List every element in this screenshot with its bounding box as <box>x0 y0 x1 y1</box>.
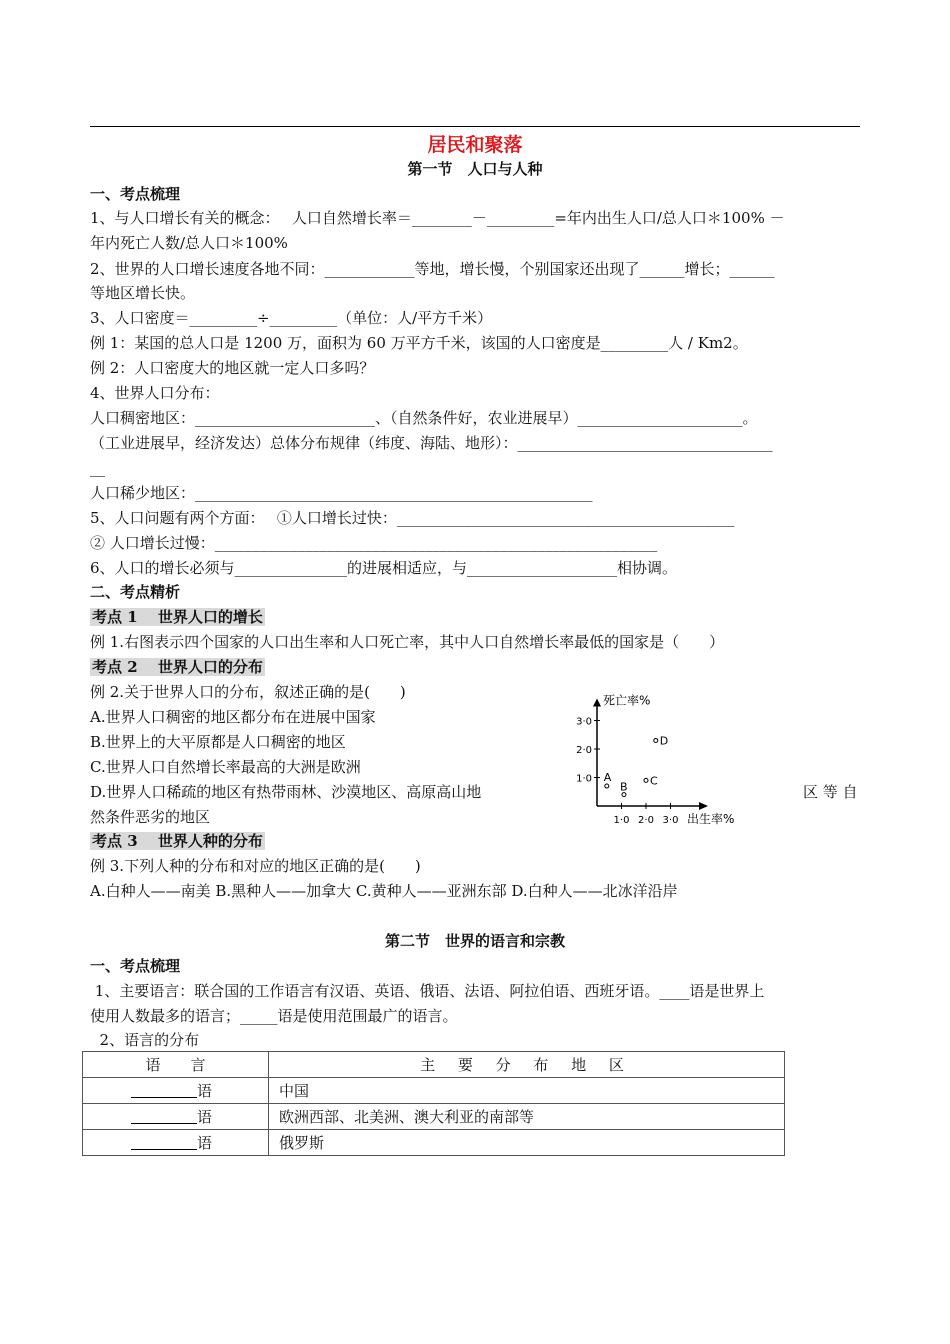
s1-line-10: （工业进展早，经济发达）总体分布规律（纬度、海陆、地形）：__________________________________ <box>90 434 773 452</box>
example-2-option-d-end: 然条件恶劣的地区 <box>90 808 211 826</box>
language-cell <box>83 1078 269 1104</box>
s1-line-9: 人口稠密地区：________________________、（自然条件好，农业进展早）______________________。 <box>90 409 758 427</box>
example-2-option-d-cont: 区 等 自 <box>803 783 858 801</box>
x-axis-arrow <box>699 802 708 810</box>
data-point-label-b: B <box>619 780 628 794</box>
example-1: 例 1.右图表示四个国家的人口出生率和人口死亡率，其中人口自然增长率最低的国家是（ ） <box>90 633 725 651</box>
region-cell: 中国 <box>269 1078 785 1104</box>
section1-title: 第一节 人口与人种 <box>407 160 543 178</box>
y-tick-label: 2·0 <box>576 745 592 756</box>
example-2-option-c: C.世界人口自然增长率最高的大洲是欧洲 <box>90 758 361 776</box>
y-axis-label: 死亡率% <box>603 693 651 708</box>
table-row <box>83 1104 785 1130</box>
data-point-label-a: A <box>603 771 612 785</box>
example-3-options: A.白种人——南美 B.黑种人——加拿大 C.黄种人——亚洲东部 D.白种人——北冰洋沿岸 <box>90 882 678 900</box>
kaodian-1-wrap <box>90 605 265 629</box>
s1-line-14: ② 人口增长过慢：___________________________________________________________ <box>90 534 658 552</box>
s2-line-1: 1、主要语言：联合国的工作语言有汉语、英语、俄语、法语、阿拉伯语、西班牙语。____语是世界上 <box>90 982 765 1000</box>
region-cell: 俄罗斯 <box>269 1130 785 1156</box>
kaodian-2-wrap <box>90 655 265 679</box>
s1-line-8: 4、世界人口分布： <box>90 384 220 402</box>
s1-line-7: 例 2：人口密度大的地区就一定人口多吗？ <box>90 359 375 377</box>
s1-line-3: 2、世界的人口增长速度各地不同：____________等地，增长慢，个别国家还出现了______增长；______ <box>90 260 775 278</box>
header-region: 主 要 分 布 地 区 <box>269 1052 785 1078</box>
kaodian-1-label: 考点 1 世界人口的增长 <box>92 608 263 626</box>
s1-line-6: 例 1：某国的总人口是 1200 万，面积为 60 万平方千米，该国的人口密度是_________人 / Km2。 <box>90 334 748 352</box>
header-rule <box>90 126 860 127</box>
section1-heading-analysis: 二、考点精析 <box>90 583 181 601</box>
example-2-question: 例 2.关于世界人口的分布，叙述正确的是( ) <box>90 683 406 701</box>
language-suffix: 语 <box>197 1107 213 1126</box>
table-row <box>83 1078 785 1104</box>
x-tick-label: 2·0 <box>638 815 654 826</box>
data-point-c <box>644 778 648 782</box>
s1-line-5: 3、人口密度＝_________÷_________（单位：人/平方千米） <box>90 309 493 327</box>
data-point-label-d: D <box>659 734 669 748</box>
table-header-row <box>83 1052 785 1078</box>
example-3-question: 例 3.下列人种的分布和对应的地区正确的是( ) <box>90 857 421 875</box>
y-axis-arrow <box>593 699 601 707</box>
y-tick-label: 1·0 <box>576 773 592 785</box>
s1-line-2: 年内死亡人数/总人口＊100% <box>90 234 288 252</box>
kaodian-3-wrap <box>90 829 265 853</box>
section2-heading-review: 一、考点梳理 <box>90 957 181 975</box>
example-2-option-d: D.世界人口稀疏的地区有热带雨林、沙漠地区、高原高山地 <box>90 783 482 801</box>
birth-death-rate-chart <box>565 660 765 830</box>
x-axis-label: 出生率% <box>687 812 735 826</box>
language-suffix: 语 <box>197 1133 213 1152</box>
s1-line-4: 等地区增长快。 <box>90 284 196 302</box>
x-tick-label: 1·0 <box>613 815 630 826</box>
language-cell <box>83 1130 269 1156</box>
table-row <box>83 1130 785 1156</box>
s2-line-3: 2、语言的分布 <box>90 1031 200 1049</box>
data-point-a <box>605 784 609 788</box>
example-2-option-a: A.世界人口稠密的地区都分布在进展中国家 <box>90 708 376 726</box>
x-tick-label: 3·0 <box>662 815 679 826</box>
s1-line-11: __ <box>90 459 105 477</box>
s1-line-1: 1、与人口增长有关的概念： 人口自然增长率＝________－_________=年内出生人口/总人口＊100% － <box>90 209 785 227</box>
language-cell <box>83 1104 269 1130</box>
language-suffix: 语 <box>197 1081 213 1100</box>
y-tick-label: 3·0 <box>576 716 592 728</box>
data-point-d <box>654 738 658 742</box>
section1-heading-review: 一、考点梳理 <box>90 185 181 203</box>
section2-title: 第二节 世界的语言和宗教 <box>384 932 565 950</box>
header-language: 语 言 <box>83 1052 269 1078</box>
fill-blank <box>131 1081 197 1098</box>
kaodian-3-label: 考点 3 世界人种的分布 <box>92 832 263 850</box>
s1-line-15: 6、人口的增长必须与_______________的进展相适应，与____________________相协调。 <box>90 559 678 577</box>
s2-line-2: 使用人数最多的语言；_____语是使用范围最广的语言。 <box>90 1007 458 1025</box>
example-2-option-b: B.世界上的大平原都是人口稠密的地区 <box>90 733 346 751</box>
document-title: 居民和聚落 <box>427 134 523 156</box>
fill-blank <box>131 1107 197 1124</box>
s1-line-13: 5、人口问题有两个方面： ①人口增长过快：_____________________________________________ <box>90 509 735 527</box>
fill-blank <box>131 1133 197 1150</box>
region-cell: 欧洲西部、北美洲、澳大利亚的南部等 <box>269 1104 785 1130</box>
s1-line-12: 人口稀少地区：_____________________________________________________ <box>90 484 593 502</box>
data-point-label-c: C <box>650 774 658 788</box>
kaodian-2-label: 考点 2 世界人口的分布 <box>92 658 263 676</box>
language-distribution-table <box>82 1051 785 1156</box>
